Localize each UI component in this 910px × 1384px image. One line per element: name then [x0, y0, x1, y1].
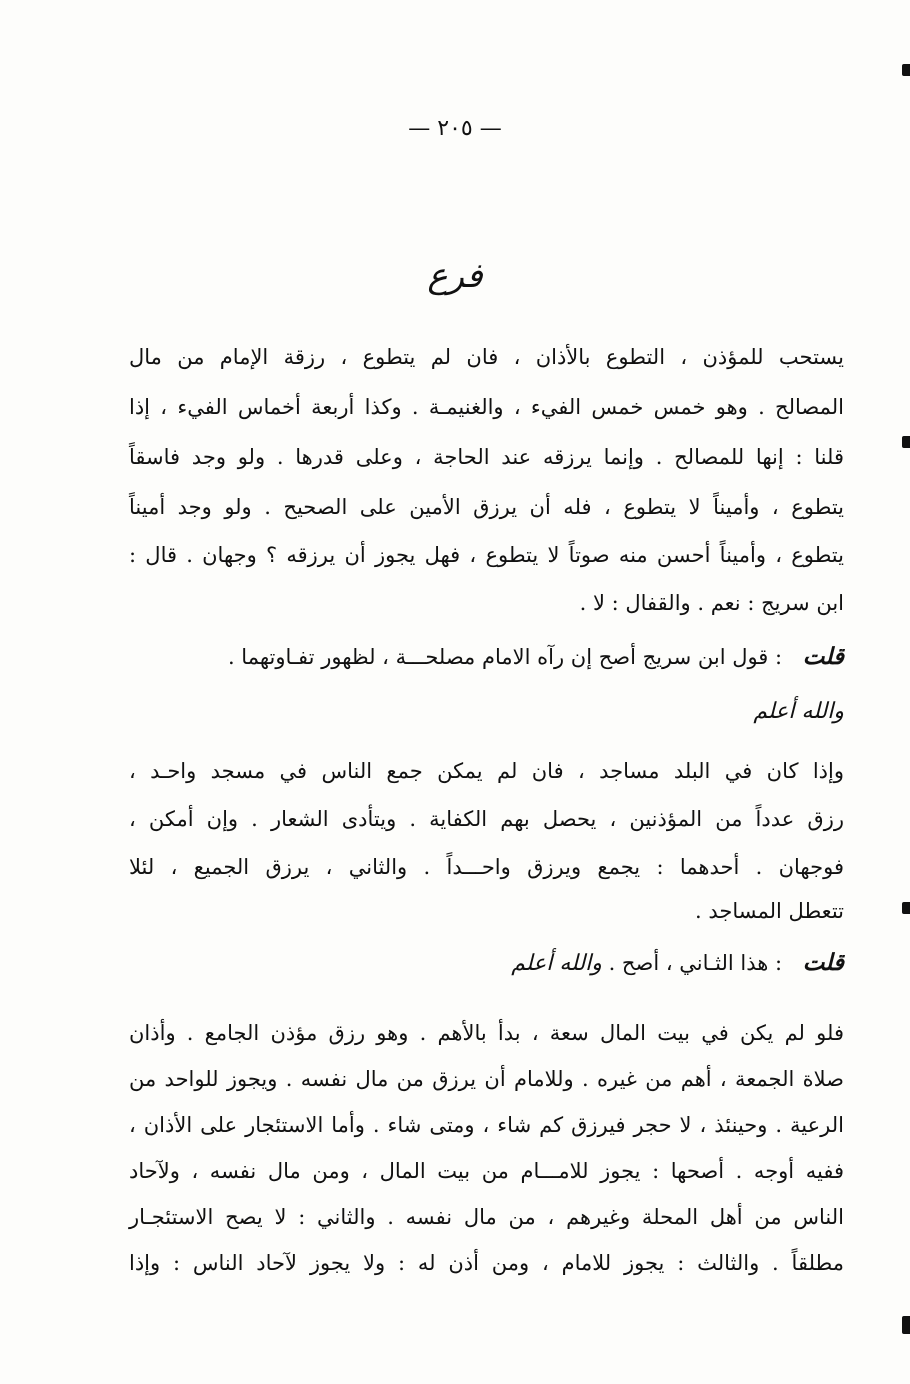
paragraph-2-line-3: فوجهان . أحدهما : يجمع ويرزق واحـــداً . والثاني ، يرزق الجميع ، لئلا: [129, 855, 844, 879]
paragraph-2-line-1: وإذا كان في البلد مساجد ، فان لم يمكن جمع الناس في مسجد واحـد ،: [129, 759, 844, 783]
paragraph-3-line-1: فلو لم يكن في بيت المال سعة ، بدأ بالأهم . وهو رزق مؤذن الجامع . وأذان: [129, 1021, 844, 1045]
paragraph-1-line-6: ابن سريج : نعم . والقفال : لا .: [579, 591, 844, 615]
paragraph-1-line-1: يستحب للمؤذن ، التطوع بالأذان ، فان لم يتطوع ، رزقة الإمام من مال: [129, 345, 844, 369]
paragraph-1-line-4: يتطوع ، وأميناً لا يتطوع ، فله أن يرزق الأمين على الصحيح . ولو وجد أميناً: [129, 495, 844, 519]
note-2-sign: والله أعلم: [511, 951, 602, 976]
scan-margin-mark: [902, 436, 910, 448]
paragraph-3-line-3: الرعية . وحينئذ ، لا حجر فيرزق كم شاء ، ومتى شاء . وأما الاستئجار على الأذان ،: [129, 1113, 844, 1137]
note-1-sign: والله أعلم: [753, 699, 844, 724]
paragraph-3-line-4: ففيه أوجه . أصحها : يجوز للامـــام من بيت المال ، ومن مال نفسه ، ولآحاد: [129, 1159, 844, 1183]
note-2-label: قلت: [802, 949, 844, 976]
paragraph-3-line-6: مطلقاً . والثالث : يجوز للامام ، ومن أذن له : ولا يجوز لآحاد الناس : وإذا: [129, 1251, 844, 1275]
paragraph-1-line-3: قلنا : إنها للمصالح . وإنما يرزقه عند الحاجة ، وعلى قدرها . ولو وجد فاسقاً: [129, 445, 844, 469]
note-1: [129, 642, 844, 672]
note-2: [129, 948, 844, 979]
scan-margin-mark: [902, 1316, 910, 1334]
note-1-label: قلت: [802, 643, 844, 670]
paragraph-2-line-2: رزق عدداً من المؤذنين ، يحصل بهم الكفاية . ويتأدى الشعار . وإن أمكن ،: [129, 807, 844, 831]
paragraph-2-line-4: تتعطل المساجد .: [695, 899, 844, 923]
paragraph-1-line-5: يتطوع ، وأميناً أحسن منه صوتاً لا يتطوع ، فهل يجوز أن يرزقه ؟ وجهان . قال :: [129, 543, 844, 567]
paragraph-3-line-2: صلاة الجمعة ، أهم من غيره . وللامام أن يرزق من مال نفسه . ويجوز للواحد من: [129, 1067, 844, 1091]
page-number: — ٢٠٥ —: [408, 116, 502, 141]
paragraph-1-line-2: المصالح . وهو خمس خمس الفيء ، والغنيمـة . وكذا أربعة أخماس الفيء ، إذا: [129, 395, 844, 419]
paragraph-3-line-5: الناس من أهل المحلة وغيرهم ، من مال نفسه . والثاني : لا يصح الاستئجـار: [129, 1205, 844, 1229]
scan-margin-mark: [902, 64, 910, 76]
note-1-text: : قول ابن سريج أصح إن رآه الامام مصلحـــة ، لظهور تفـاوتهما .: [227, 645, 783, 669]
scan-margin-mark: [902, 902, 910, 914]
section-title: فرع: [427, 256, 483, 296]
note-2-text: : هذا الثـاني ، أصح .: [608, 951, 783, 975]
note-1-sign-row: [129, 696, 844, 727]
